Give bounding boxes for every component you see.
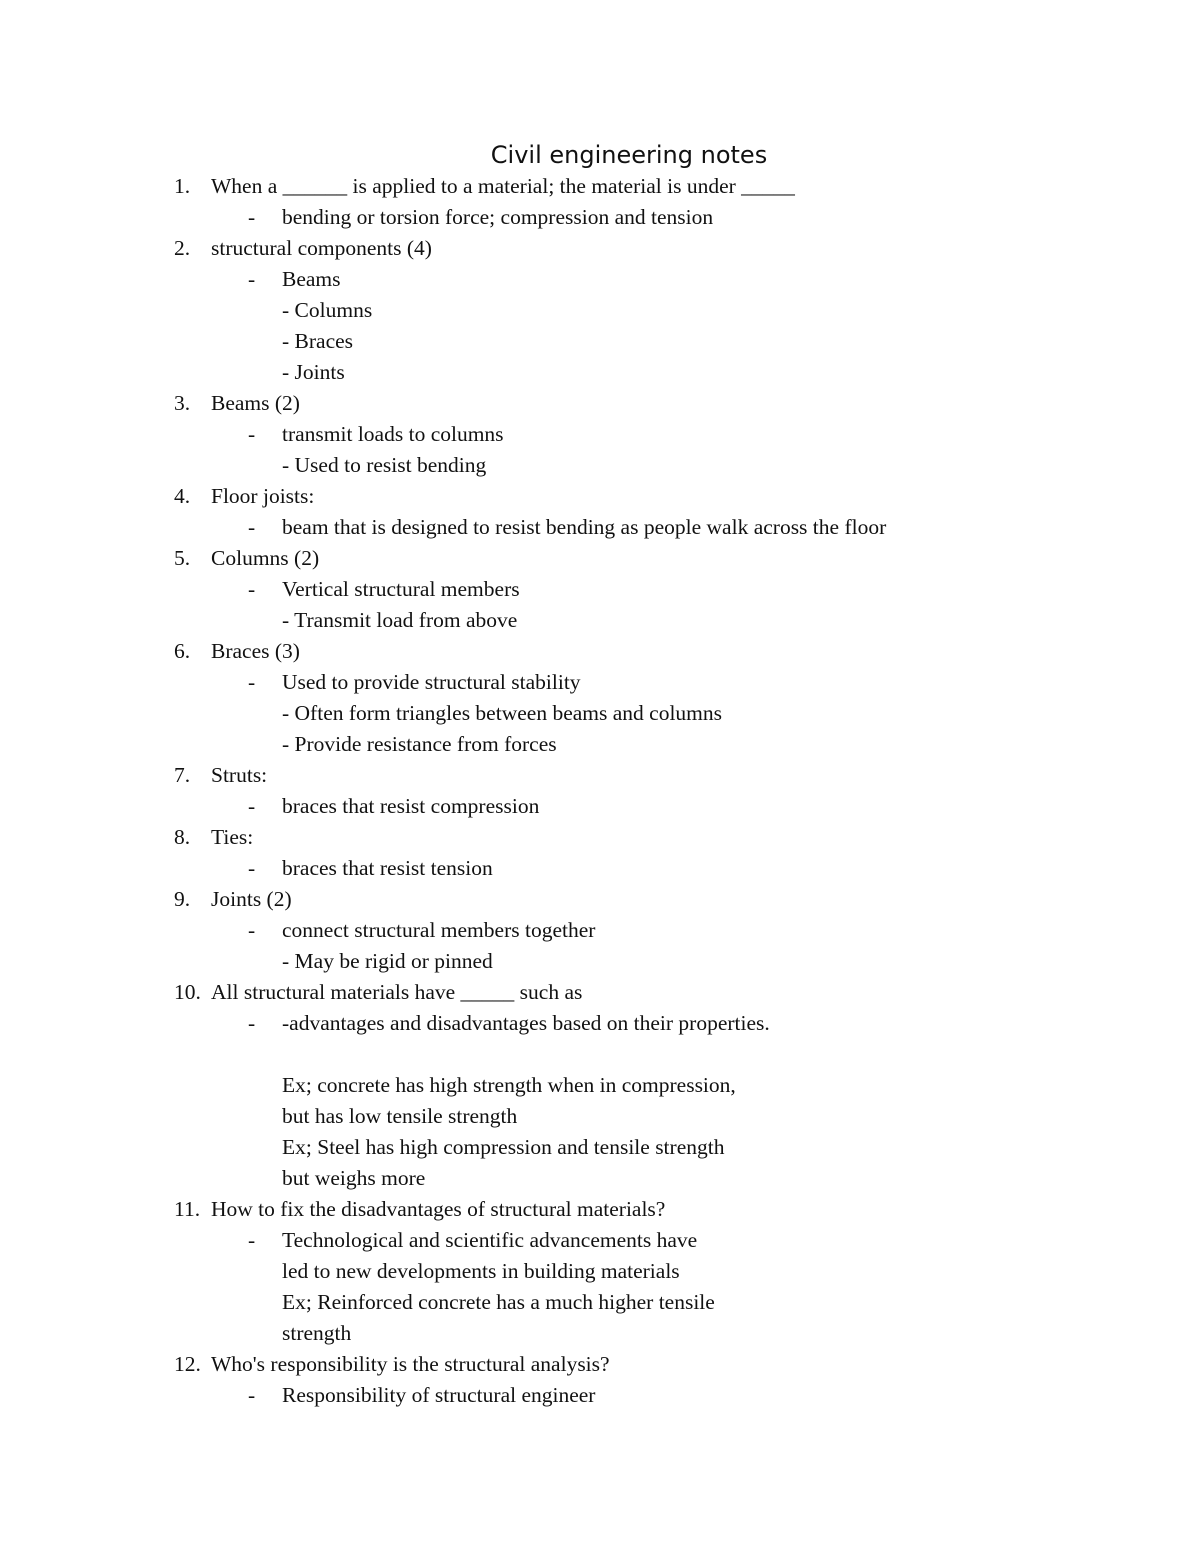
note-line: Used to provide structural stability	[282, 670, 581, 694]
item-number: 4.	[174, 484, 191, 508]
item-heading: Braces (3)	[211, 639, 300, 663]
note-line: Technological and scientific advancements have	[282, 1228, 698, 1252]
bullet-dash: -	[248, 267, 256, 291]
item-number: 10.	[174, 980, 201, 1004]
item-heading: structural components (4)	[211, 236, 432, 260]
note-line: bending or torsion force; compression and tension	[282, 205, 714, 229]
note-line: Ex; concrete has high strength when in compression,	[282, 1073, 736, 1097]
bullet-dash: -	[248, 515, 256, 539]
note-line: - Braces	[282, 329, 354, 353]
item-number: 2.	[174, 236, 191, 260]
item-heading: Joints (2)	[211, 887, 292, 911]
note-line: braces that resist compression	[282, 794, 540, 818]
bullet-dash: -	[248, 1383, 256, 1407]
note-line: led to new developments in building materials	[282, 1259, 680, 1283]
note-line: - Columns	[282, 298, 373, 322]
bullet-dash: -	[248, 856, 256, 880]
item-number: 9.	[174, 887, 191, 911]
item-number: 12.	[174, 1352, 201, 1376]
bullet-dash: -	[248, 1228, 256, 1252]
note-line: connect structural members together	[282, 918, 596, 942]
note-line: but weighs more	[282, 1166, 426, 1190]
note-line: but has low tensile strength	[282, 1104, 518, 1128]
note-line: - Often form triangles between beams and columns	[282, 701, 723, 725]
item-number: 8.	[174, 825, 191, 849]
item-heading: Floor joists:	[211, 484, 315, 508]
note-line: braces that resist tension	[282, 856, 493, 880]
item-heading: Beams (2)	[211, 391, 300, 415]
item-heading: When a ______ is applied to a material; the material is under _____	[211, 174, 795, 198]
item-heading: Ties:	[211, 825, 254, 849]
bullet-dash: -	[248, 422, 256, 446]
note-line: - Joints	[282, 360, 345, 384]
item-number: 7.	[174, 763, 191, 787]
item-heading: Struts:	[211, 763, 268, 787]
note-line: transmit loads to columns	[282, 422, 504, 446]
item-number: 5.	[174, 546, 191, 570]
item-heading: All structural materials have _____ such as	[211, 980, 583, 1004]
item-number: 6.	[174, 639, 191, 663]
note-line: - Provide resistance from forces	[282, 732, 557, 756]
note-line: -advantages and disadvantages based on their properties.	[282, 1011, 770, 1035]
bullet-dash: -	[248, 205, 256, 229]
note-line: - Used to resist bending	[282, 453, 487, 477]
note-line: Beams	[282, 267, 341, 291]
item-heading: How to fix the disadvantages of structural materials?	[211, 1197, 666, 1221]
item-heading: Who's responsibility is the structural analysis?	[211, 1352, 610, 1376]
bullet-dash: -	[248, 918, 256, 942]
note-line: - May be rigid or pinned	[282, 949, 493, 973]
document-title: Civil engineering notes	[490, 141, 768, 169]
item-number: 1.	[174, 174, 191, 198]
note-line: beam that is designed to resist bending as people walk across the floor	[282, 515, 887, 539]
note-line: - Transmit load from above	[282, 608, 518, 632]
item-number: 11.	[174, 1197, 201, 1221]
bullet-dash: -	[248, 577, 256, 601]
item-heading: Columns (2)	[211, 546, 320, 570]
item-number: 3.	[174, 391, 191, 415]
note-line: strength	[282, 1321, 352, 1345]
bullet-dash: -	[248, 794, 256, 818]
note-line: Ex; Steel has high compression and tensile strength	[282, 1135, 725, 1159]
bullet-dash: -	[248, 670, 256, 694]
note-line: Ex; Reinforced concrete has a much higher tensile	[282, 1290, 715, 1314]
bullet-dash: -	[248, 1011, 256, 1035]
note-line: Vertical structural members	[282, 577, 520, 601]
note-line: Responsibility of structural engineer	[282, 1383, 596, 1407]
